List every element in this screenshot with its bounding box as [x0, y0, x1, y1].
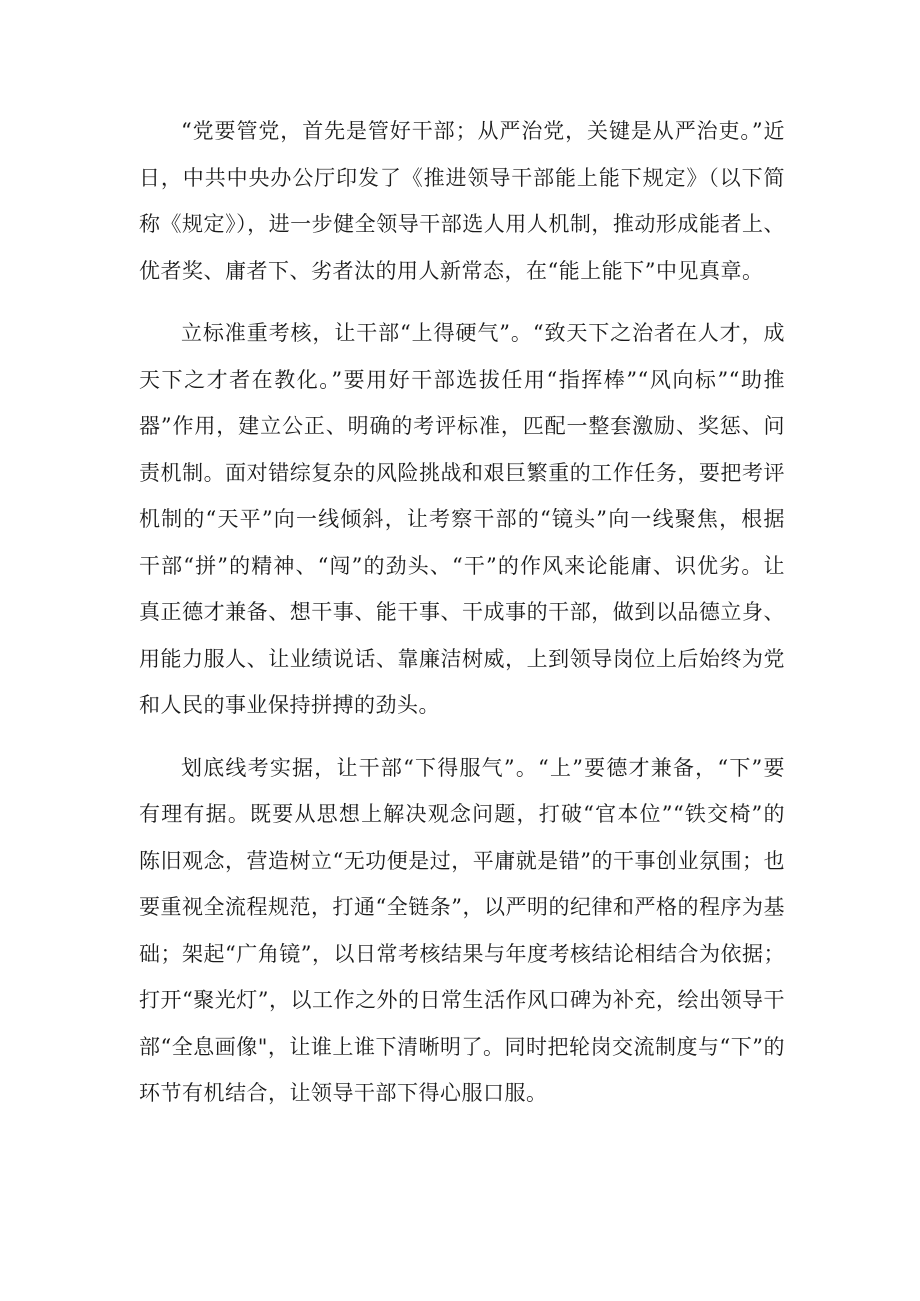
paragraph-standards: 立标准重考核，让干部“上得硬气”。“致天下之治者在人才，成天下之才者在教化。”要用好干部选拔任用“指挥棒”“风向标”“助推器”作用，建立公正、明确的考评标准，匹配一整套激励、奖惩、问责机制。面对错综复杂的风险挑战和艰巨繁重的工作任务，要把考评机制的“天平”向一线倾斜，让考察干部的“镜头”向一线聚焦，根据干部“拼”的精神、“闯”的劲头、“干”的作风来论能庸、识优劣。让真正德才兼备、想干事、能干事、干成事的干部，做到以品德立身、用能力服人、让业绩说话、靠廉洁树威，上到领导岗位上后始终为党和人民的事业保持拼搏的劲头。 — [139, 321, 785, 717]
article-body — [139, 108, 785, 1133]
paragraph-bottom-line: 划底线考实据，让干部“下得服气”。“上”要德才兼备，“下”要有理有据。既要从思想上解决观念问题，打破“官本位”“铁交椅”的陈旧观念，营造树立“无功便是过，平庸就是错”的干事创业氛围；也要重视全流程规范，打通“全链条”，以严明的纪律和严格的程序为基础；架起“广角镜”，以日常考核结果与年度考核结论相结合为依据；打开“聚光灯”，以工作之外的日常生活作风口碑为补充，绘出领导干部“全息画像"，让谁上谁下清晰明了。同时把轮岗交流制度与“下”的环节有机结合，让领导干部下得心服口服。 — [139, 755, 785, 1105]
paragraph-intro: “党要管党，首先是管好干部；从严治党，关键是从严治吏。”近日，中共中央办公厅印发了《推进领导干部能上能下规定》（以下简称《规定》），进一步健全领导干部选人用人机制，推动形成能者上、优者奖、庸者下、劣者汰的用人新常态，在“能上能下”中见真章。 — [139, 119, 785, 283]
